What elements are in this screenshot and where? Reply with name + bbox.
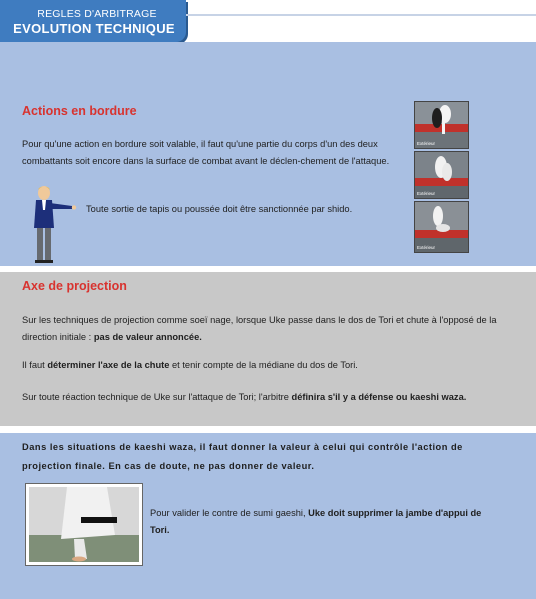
judo-photo xyxy=(414,101,469,149)
paragraph xyxy=(22,312,502,345)
text-span: Pour valider le contre de sumi gaeshi, xyxy=(150,508,309,518)
header-title: EVOLUTION TECHNIQUE xyxy=(13,21,175,36)
referee-illustration xyxy=(30,184,78,266)
paragraph xyxy=(22,389,502,406)
paragraph-shido: Toute sortie de tapis ou poussée doit être sanctionnée par shido. xyxy=(86,204,353,214)
text-span: Sur les techniques de projection comme soeï nage, lorsque Uke passe dans le dos de Tori et chute à l'opposé de la direction initiale : xyxy=(22,315,497,342)
text-span: Sur toute réaction technique de Uke sur l'attaque de Tori; l'arbitre xyxy=(22,392,292,402)
text-span: et tenir compte de la médiane du dos de Tori. xyxy=(169,360,358,370)
paragraph: Pour qu'une action en bordure soit valable, il faut qu'une partie du corps d'un des deux combattants soit encore dans la surface de combat avant le déclen-chement de l'attaque. xyxy=(22,139,390,166)
judo-photo xyxy=(414,201,469,253)
section-heading: Actions en bordure xyxy=(22,104,137,118)
photo-label: Extérieur xyxy=(417,191,436,196)
judo-photo xyxy=(414,151,469,199)
emphasis: Uke doit supprimer la jambe d'appui de Tori. xyxy=(150,508,482,535)
emphasis: pas de valeur annoncée. xyxy=(93,331,202,342)
photo-label: Extérieur xyxy=(417,245,436,250)
section-heading: Axe de projection xyxy=(22,279,127,293)
header-subtitle: REGLES D'ARBITRAGE xyxy=(37,8,157,20)
top-divider xyxy=(186,14,536,16)
paragraph-kaeshi-waza: Dans les situations de kaeshi waza, il faut donner la valeur à celui qui contrôle l'action de projection finale. En cas de doute, ne pas donner de valeur. xyxy=(22,442,463,471)
photo-label: Extérieur xyxy=(417,141,436,146)
section-divider xyxy=(0,426,536,433)
emphasis: définira s'il y a défense ou kaeshi waza. xyxy=(291,392,467,402)
emphasis: déterminer l'axe de la chute xyxy=(47,360,170,370)
text-span: Il faut xyxy=(22,360,48,370)
paragraph xyxy=(22,357,502,374)
sumi-gaeshi-photo xyxy=(26,484,142,565)
paragraph xyxy=(150,505,495,538)
